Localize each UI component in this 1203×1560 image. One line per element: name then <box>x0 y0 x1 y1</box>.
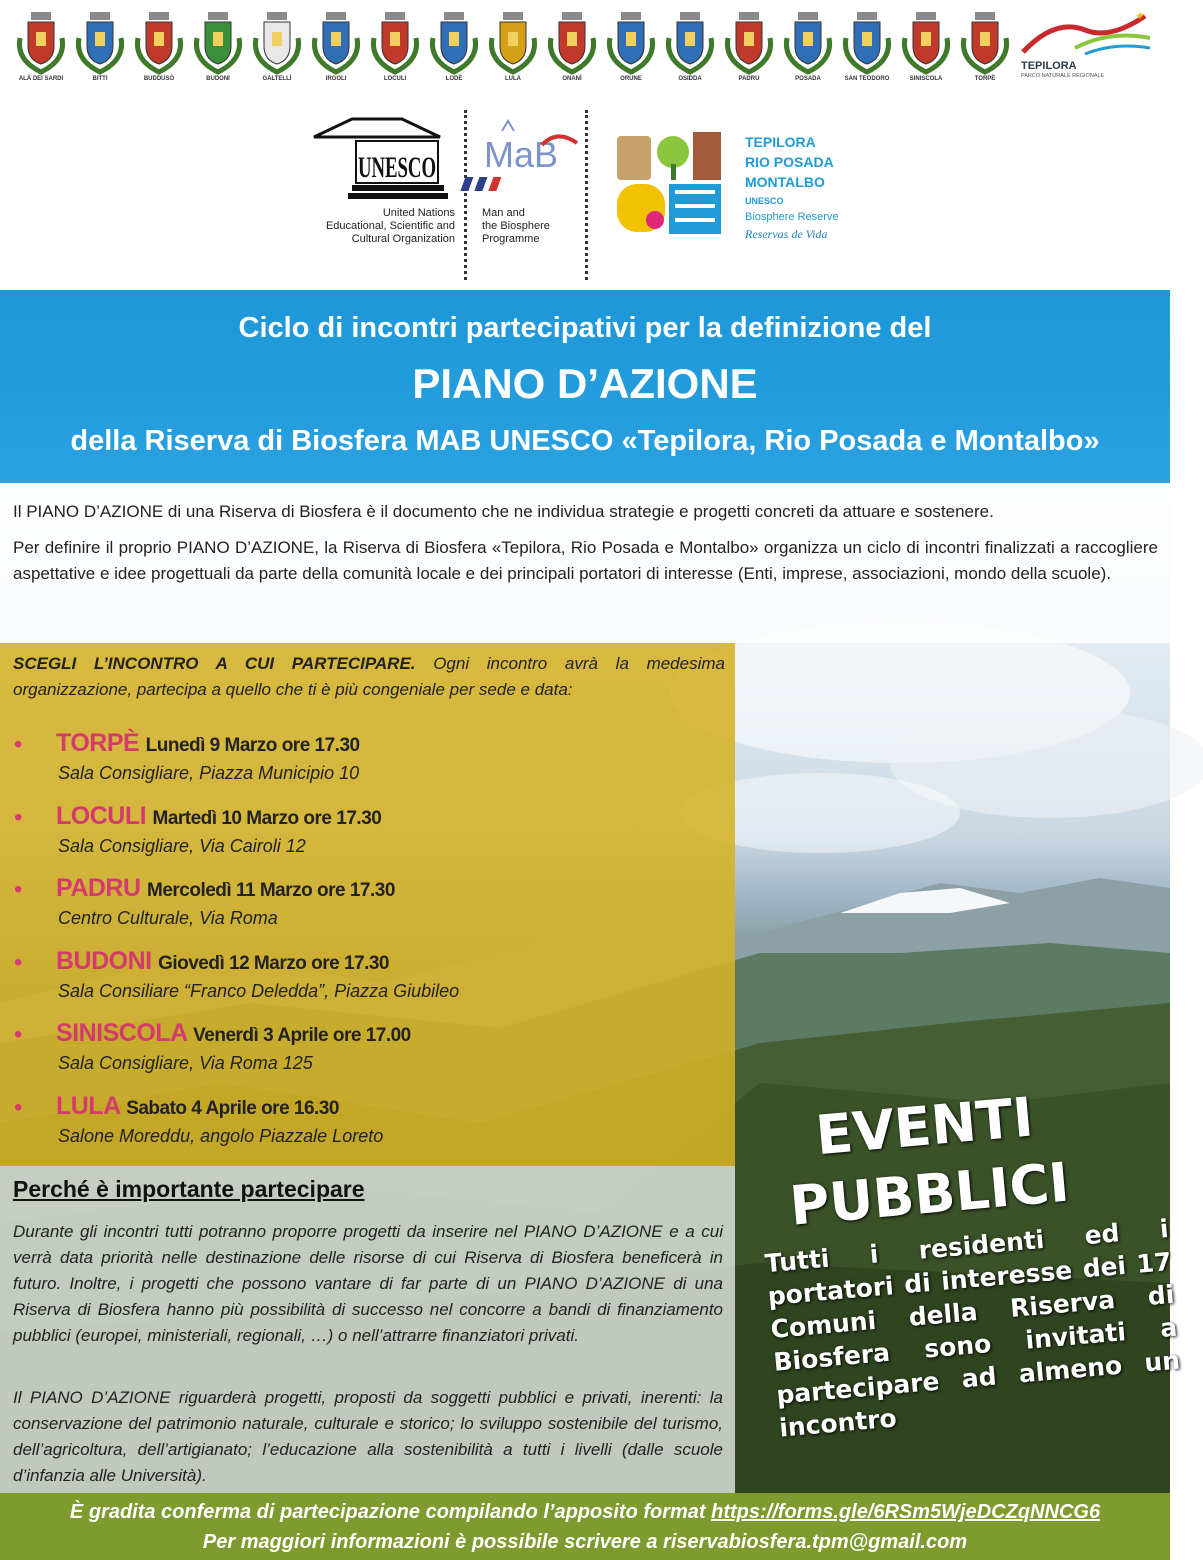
unesco-text-3: Cultural Organization <box>351 233 455 245</box>
coat-of-arms-icon <box>604 8 658 74</box>
intro-paragraph-1: Il PIANO D’AZIONE di una Riserva di Biosfera è il documento che ne individua strategie e progetti concreti da attuare e sostenere. <box>13 502 994 521</box>
municipality-name: GALTELLÌ <box>262 76 292 82</box>
intro-section <box>0 483 1170 643</box>
event-place: Sala Consiliare “Franco Deledda”, Piazza Giubileo <box>58 981 460 1001</box>
intro-paragraph-2: Per definire il proprio PIANO D’AZIONE, la Riserva di Biosfera «Tepilora, Rio Posada e Montalbo» organizza un ciclo di incontri finalizzati a raccogliere aspettative e idee progettuali da parte della comunità locale e dei principali portatori di interesse (Enti, imprese, associazioni, mondo della scuole). <box>13 538 1158 583</box>
municipality-crest <box>661 8 719 83</box>
event-when: Martedì 10 Marzo ore 17.30 <box>152 808 382 829</box>
municipality-crest <box>130 8 188 83</box>
divider-dots-2 <box>585 110 589 280</box>
reserve-title-2: RIO POSADA <box>745 154 834 170</box>
events-panel <box>0 643 735 1166</box>
unesco-logo <box>300 115 455 255</box>
choose-bold: SCEGLI L’INCONTRO A CUI PARTECIPARE. <box>13 654 416 673</box>
municipality-name: ONANÌ <box>562 76 582 82</box>
municipality-name: BITTI <box>92 76 108 82</box>
choose-rest: Ogni incontro avrà la medesima organizzazione, partecipa a quello che ti è più congeniale per sede e data: <box>13 654 725 699</box>
reserve-title-3: MONTALBO <box>745 174 825 190</box>
eventi-line-1: EVENTI <box>813 1085 1036 1168</box>
coat-of-arms-icon <box>427 8 481 74</box>
municipality-name: BUDONI <box>206 76 230 82</box>
municipality-crest <box>720 8 778 83</box>
coat-of-arms-icon <box>545 8 599 74</box>
bullet-icon: • <box>14 949 23 976</box>
event-town: LOCULI <box>56 802 147 830</box>
municipality-name: LODÈ <box>445 76 463 82</box>
municipality-crest <box>779 8 837 83</box>
coat-of-arms-icon <box>958 8 1012 74</box>
coat-of-arms-icon <box>899 8 953 74</box>
municipality-crest <box>484 8 542 83</box>
bullet-icon: • <box>14 1021 23 1048</box>
banner-line-1: Ciclo di incontri partecipativi per la definizione del <box>238 312 932 344</box>
coat-of-arms-icon <box>73 8 127 74</box>
park-sub: PARCO NATURALE REGIONALE <box>1021 73 1105 79</box>
footer-line-1: È gradita conferma di partecipazione compilando l’apposito format <box>69 1501 712 1523</box>
unesco-word: UNESCO <box>358 151 436 184</box>
eventi-line-2: PUBBLICI <box>787 1150 1072 1238</box>
event-town: LULA <box>56 1092 120 1120</box>
coat-of-arms-icon <box>840 8 894 74</box>
unesco-text-1: United Nations <box>382 207 455 219</box>
tepilora-swoosh-icon <box>1015 8 1155 60</box>
coat-of-arms-icon <box>781 8 835 74</box>
coat-of-arms-icon <box>250 8 304 74</box>
coat-of-arms-icon <box>486 8 540 74</box>
municipality-crest <box>71 8 129 83</box>
mab-text-2: the Biosphere <box>482 220 550 232</box>
municipality-crest <box>248 8 306 83</box>
why-section <box>0 1166 735 1493</box>
coat-of-arms-icon <box>132 8 186 74</box>
municipality-name: BUDDUSÒ <box>143 76 175 82</box>
municipality-name: SAN TEODORO <box>844 76 890 82</box>
event-town: BUDONI <box>56 947 152 975</box>
event-place: Sala Consigliare, Via Cairoli 12 <box>58 836 306 856</box>
municipality-crest <box>12 8 70 83</box>
mab-logo <box>482 115 582 255</box>
event-when: Mercoledì 11 Marzo ore 17.30 <box>147 880 395 901</box>
municipality-name: PADRU <box>738 76 760 82</box>
municipality-crest <box>956 8 1014 83</box>
coat-of-arms-icon <box>663 8 717 74</box>
unesco-temple-icon <box>300 115 455 203</box>
municipality-name: TORPÈ <box>974 76 996 82</box>
reserve-title-1: TEPILORA <box>745 134 816 150</box>
municipality-name: SINISCOLA <box>909 76 943 82</box>
mab-text-1: Man and <box>482 207 525 219</box>
mab-icon <box>482 115 582 203</box>
event-town: TORPÈ <box>56 729 140 757</box>
svg-text:✦: ✦ <box>1135 9 1146 23</box>
bullet-icon: • <box>14 804 23 831</box>
event-town: SINISCOLA <box>56 1019 187 1047</box>
municipality-crest <box>838 8 896 83</box>
reserve-mosaic-icon <box>615 128 727 240</box>
municipality-name: ORUNE <box>620 76 642 82</box>
municipality-name: ALÀ DEI SARDI <box>18 76 64 82</box>
title-banner <box>0 290 1170 483</box>
event-when: Giovedì 12 Marzo ore 17.30 <box>158 953 390 974</box>
park-name: TEPILORA <box>1021 60 1077 72</box>
event-place: Sala Consigliare, Piazza Municipio 10 <box>58 763 360 783</box>
municipality-crest <box>897 8 955 83</box>
municipality-crest <box>543 8 601 83</box>
event-when: Sabato 4 Aprile ore 16.30 <box>126 1098 339 1119</box>
bullet-icon: • <box>14 876 23 903</box>
reserve-motto: Reservas de Vida <box>745 227 828 241</box>
municipality-crest <box>307 8 365 83</box>
event-when: Venerdì 3 Aprile ore 17.00 <box>193 1025 411 1046</box>
mab-word: MaB <box>484 134 559 175</box>
event-place: Sala Consigliare, Via Roma 125 <box>58 1053 313 1073</box>
coat-of-arms-icon <box>14 8 68 74</box>
event-town: PADRU <box>56 874 141 902</box>
municipality-name: POSADA <box>795 76 821 82</box>
coat-of-arms-icon <box>191 8 245 74</box>
public-events-callout <box>748 1033 1203 1488</box>
footer-bar <box>0 1493 1170 1560</box>
form-link[interactable]: https://forms.gle/6RSm5WjeDCZqNNCG6 <box>711 1501 1101 1523</box>
eventi-text: Tutti i residenti ed i portatori di interesse dei 17 Comuni della Riserva di Biosfera sono invitati a partecipare ad almeno un incontro <box>763 1214 1182 1443</box>
municipality-crest <box>602 8 660 83</box>
coat-of-arms-icon <box>722 8 776 74</box>
why-paragraph-2: Il PIANO D’AZIONE riguarderà progetti, proposti da soggetti pubblici e privati, inerenti: la conservazione del patrimonio naturale, culturale e storico; lo sviluppo sostenibile del turismo, dell’agricoltura, dell’artigianato; l’educazione alla sostenibilità a tutti i livelli (dalle scuole d’infanzia alle Università). <box>13 1388 723 1485</box>
municipality-name: OSIDDA <box>678 76 702 82</box>
municipality-name: IRGOLI <box>325 76 347 82</box>
reserve-biosphere: Biosphere Reserve <box>745 211 839 223</box>
banner-title: PIANO D’AZIONE <box>412 360 758 407</box>
bullet-icon: • <box>14 731 23 758</box>
coat-of-arms-icon <box>309 8 363 74</box>
event-place: Salone Moreddu, angolo Piazzale Loreto <box>58 1126 384 1146</box>
municipality-name: LOCULI <box>383 76 407 82</box>
bullet-icon: • <box>14 1094 23 1121</box>
choose-heading <box>13 651 725 703</box>
banner-line-3: della Riserva di Biosfera MAB UNESCO «Tepilora, Rio Posada e Montalbo» <box>70 425 1100 457</box>
reserve-unesco: UNESCO <box>745 196 784 206</box>
municipality-name: LULA <box>505 76 521 82</box>
event-place: Centro Culturale, Via Roma <box>58 908 278 928</box>
coat-of-arms-icon <box>368 8 422 74</box>
municipality-crest <box>189 8 247 83</box>
unesco-text-2: Educational, Scientific and <box>325 220 455 232</box>
divider-dots-1 <box>464 110 468 280</box>
mab-text-3: Programme <box>482 233 540 245</box>
biosphere-reserve-logo <box>615 128 875 248</box>
municipality-crest <box>366 8 424 83</box>
event-when: Lunedì 9 Marzo ore 17.30 <box>145 735 360 756</box>
footer-line-2: Per maggiori informazioni è possibile scrivere a riservabiosfera.tpm@gmail.com <box>202 1531 968 1553</box>
why-title: Perché è importante partecipare <box>13 1176 365 1202</box>
tepilora-park-logo <box>1015 8 1155 88</box>
municipality-crests <box>0 0 1010 105</box>
why-paragraph-1: Durante gli incontri tutti potranno proporre progetti da inserire nel PIANO D’AZIONE e a cui verrà data priorità nelle destinazione delle risorse di cui Riserva di Biosfera beneficerà in futuro. Inoltre, i progetti che possono vantare di far parte di un PIANO D’AZIONE di una Riserva di Biosfera hanno più possibilità di successo nel concorre a bandi di finanziamento pubblici (europei, ministeriali, regionali, …) o nell’attrarre finanziatori privati. <box>13 1222 723 1345</box>
municipality-crest <box>425 8 483 83</box>
